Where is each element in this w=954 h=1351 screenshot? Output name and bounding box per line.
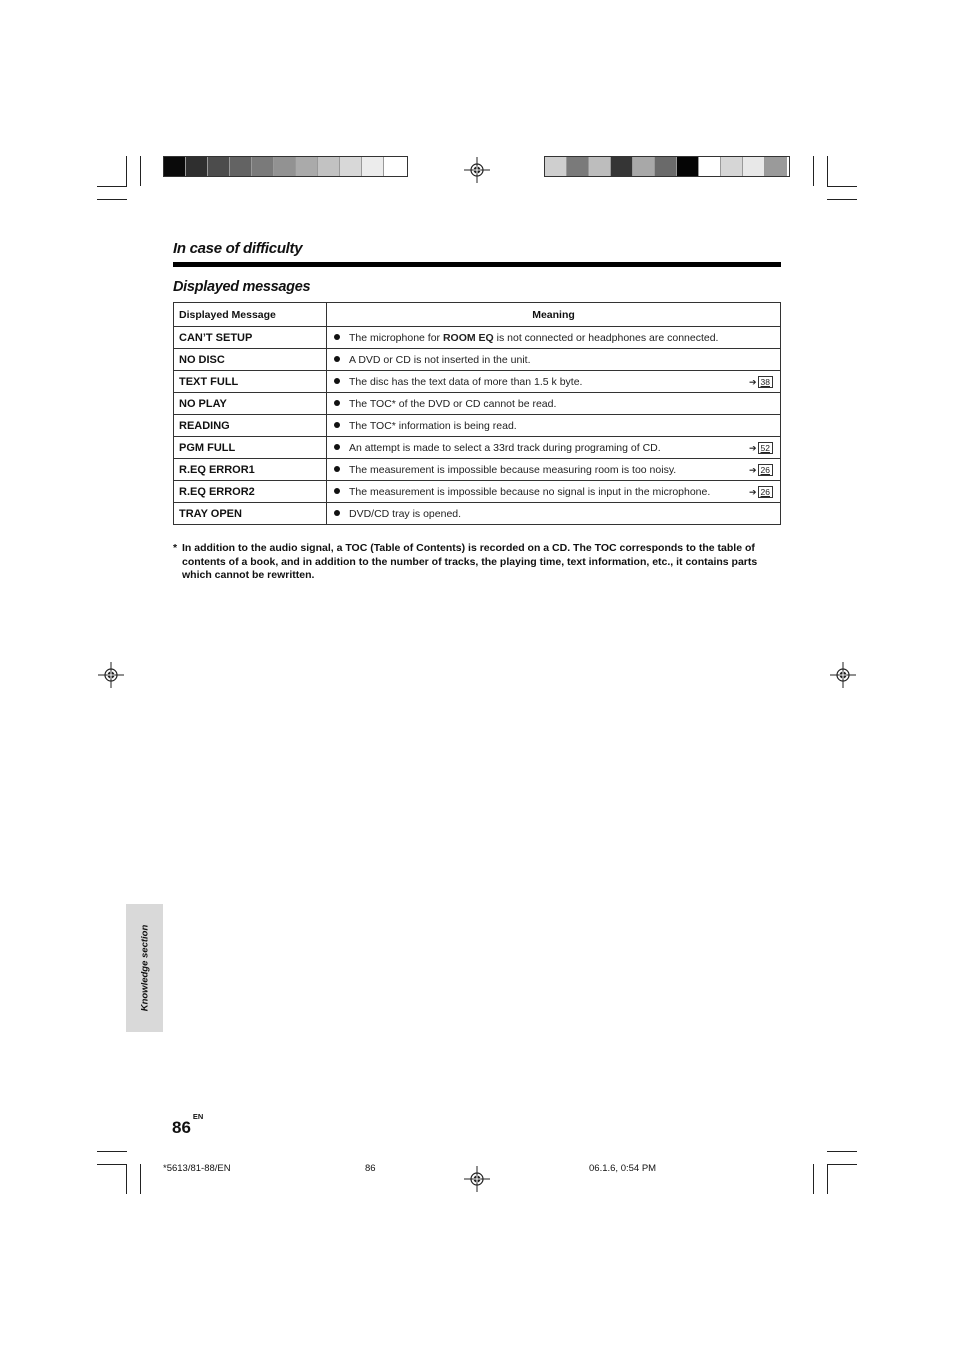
table-row [174,393,781,415]
section-rule [173,262,781,267]
bullet-icon [334,400,340,406]
color-swatch [362,157,384,176]
registration-mark-icon [464,1166,490,1192]
bullet-icon [334,466,340,472]
arrow-right-icon: ➔ [748,486,757,497]
meaning-bold-text: ROOM EQ [442,331,494,344]
meaning-text: An attempt is made to select a 33rd track during programing of CD. [349,441,661,454]
meaning-cell [327,349,781,371]
bullet-icon [334,422,340,428]
bullet-icon [334,356,340,362]
meaning-text: DVD/CD tray is opened. [349,507,462,520]
meaning-cell [327,437,781,459]
footnote-marker: * [173,542,178,554]
meaning-cell [327,371,781,393]
color-swatch [318,157,340,176]
table-row [174,459,781,481]
color-swatch [208,157,230,176]
header-meaning: Meaning [327,303,781,327]
color-swatch [611,157,633,176]
crop-mark [97,199,127,200]
page-reference-number: 26 [758,486,773,498]
color-swatch [164,157,186,176]
meaning-text: The TOC* of the DVD or CD cannot be read. [349,397,557,410]
arrow-right-icon: ➔ [748,464,757,475]
crop-mark [97,186,127,187]
color-swatch [384,157,406,176]
crop-mark [827,1164,828,1194]
crop-mark [813,156,814,186]
crop-mark [126,156,127,186]
meaning-text: The disc has the text data of more than 1.5 k byte. [349,375,583,388]
arrow-right-icon: ➔ [748,376,757,387]
crop-mark [827,1164,857,1165]
color-swatch [296,157,318,176]
color-swatch [589,157,611,176]
crop-mark [813,1164,814,1194]
table-row [174,371,781,393]
displayed-message: TEXT FULL [174,371,327,393]
side-tab [126,904,163,1032]
color-swatch [545,157,567,176]
page-reference-number: 26 [758,464,773,476]
subsection-title: Displayed messages [173,279,311,295]
color-swatch [721,157,743,176]
header-displayed-message: Displayed Message [174,303,327,327]
displayed-message: NO PLAY [174,393,327,415]
bullet-icon [334,334,340,340]
color-bar-left [163,156,408,177]
footer-right: 06.1.6, 0:54 PM [589,1163,657,1174]
meaning-text: The measurement is impossible because measuring room is too noisy. [349,463,677,476]
table-row [174,327,781,349]
crop-mark [140,1164,141,1194]
section-title: In case of difficulty [173,240,303,257]
color-swatch [699,157,721,176]
footnote-text: In addition to the audio signal, a TOC (Table of Contents) is recorded on a CD. The TOC corresponds to the table of contents of a book, and in addition to the number of tracks, the playing time, text information, etc., it contains parts which cannot be rewritten. [182,542,758,581]
crop-mark [827,199,857,200]
displayed-message: CAN’T SETUP [174,327,327,349]
page-reference-number: 52 [758,442,773,454]
page-reference-number: 38 [758,376,773,388]
displayed-message: R.EQ ERROR2 [174,481,327,503]
crop-mark [827,1151,857,1152]
crop-mark [827,186,857,187]
registration-mark-icon [464,157,490,183]
color-swatch [677,157,699,176]
displayed-message: PGM FULL [174,437,327,459]
bullet-icon [334,488,340,494]
meaning-cell [327,459,781,481]
messages-table [173,302,781,525]
page-number [172,1112,204,1138]
color-swatch [567,157,589,176]
meaning-cell [327,415,781,437]
arrow-right-icon: ➔ [748,442,757,453]
table-row [174,503,781,525]
displayed-message: READING [174,415,327,437]
table-header-row [174,303,781,327]
meaning-text: The TOC* information is being read. [349,419,517,432]
crop-mark [827,156,828,186]
color-swatch [765,157,787,176]
bullet-icon [334,444,340,450]
displayed-message: R.EQ ERROR1 [174,459,327,481]
page-reference[interactable] [749,464,773,476]
meaning-text-cont: is not connected or headphones are connected. [493,331,719,344]
color-swatch [186,157,208,176]
color-bar-right [544,156,790,177]
page-lang: EN [192,1112,204,1122]
color-swatch [340,157,362,176]
color-swatch [655,157,677,176]
footer-center: 86 [365,1163,376,1174]
meaning-cell [327,503,781,525]
meaning-cell [327,393,781,415]
displayed-message: TRAY OPEN [174,503,327,525]
meaning-cell [327,481,781,503]
page-reference[interactable] [749,376,773,388]
color-swatch [230,157,252,176]
crop-mark [97,1151,127,1152]
crop-mark [97,1164,127,1165]
color-swatch [633,157,655,176]
page-number-value: 86 [172,1118,191,1137]
table-row [174,481,781,503]
page-reference[interactable] [749,486,773,498]
meaning-text: The measurement is impossible because no signal is input in the microphone. [349,485,711,498]
displayed-message: NO DISC [174,349,327,371]
registration-mark-icon [830,662,856,688]
table-row [174,437,781,459]
bullet-icon [334,510,340,516]
meaning-text: A DVD or CD is not inserted in the unit. [349,353,531,366]
meaning-cell [327,327,781,349]
table-row [174,349,781,371]
side-tab-label: Knowledge section [139,924,150,1012]
page-reference[interactable] [749,442,773,454]
registration-mark-icon [98,662,124,688]
crop-mark [140,156,141,186]
footnote [173,542,783,583]
meaning-text: The microphone for [349,331,443,344]
bullet-icon [334,378,340,384]
table-row [174,415,781,437]
footer-left: *5613/81-88/EN [163,1163,231,1174]
color-swatch [743,157,765,176]
color-swatch [252,157,274,176]
crop-mark [126,1164,127,1194]
color-swatch [274,157,296,176]
